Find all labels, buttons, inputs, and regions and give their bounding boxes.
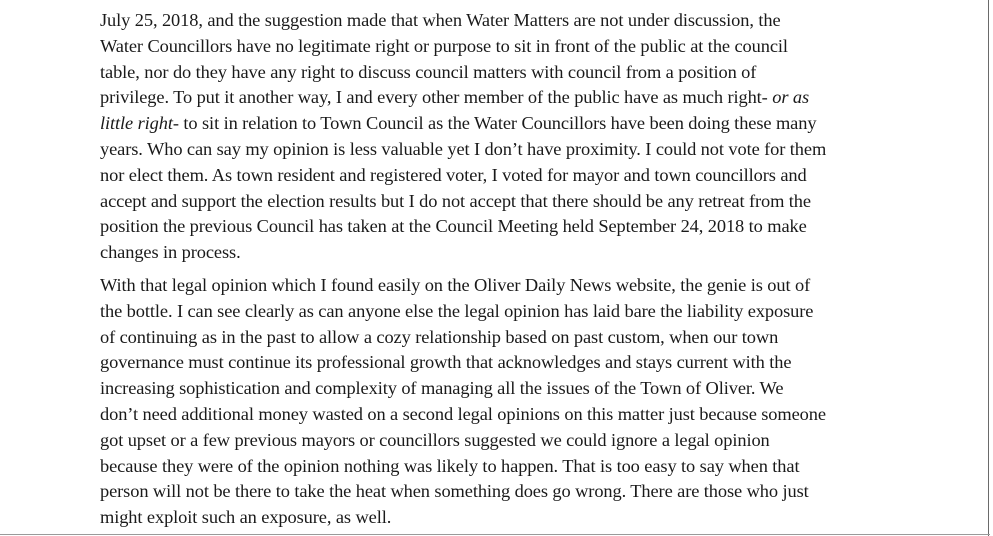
paragraph-1-line-2: Water Councillors have no legitimate right or purpose to sit in front of the public at the council xyxy=(100,35,788,56)
paragraph-1-line-8: accept and support the election results but I do not accept that there should be any retreat from the xyxy=(100,190,811,211)
paragraph-2-line-10: might exploit such an exposure, as well. xyxy=(100,507,392,528)
document-body xyxy=(100,8,900,531)
paragraph-1-line-7: nor elect them. As town resident and registered voter, I voted for mayor and town councillors and xyxy=(100,164,807,185)
paragraph-2-line-9: person will not be there to take the heat when something does go wrong. There are those who just xyxy=(100,481,809,502)
paragraph-2-line-7: got upset or a few previous mayors or councillors suggested we could ignore a legal opinion xyxy=(100,429,770,450)
paragraph-1-line-3: table, nor do they have any right to discuss council matters with council from a position of xyxy=(100,61,757,82)
paragraph-2-line-2: the bottle. I can see clearly as can anyone else the legal opinion has laid bare the liability exposure xyxy=(100,300,814,321)
paragraph-2-line-4: governance must continue its professional growth that acknowledges and stays current with the xyxy=(100,352,792,373)
paragraph-2-line-5: increasing sophistication and complexity of managing all the issues of the Town of Oliver. We xyxy=(100,378,784,399)
paragraph-1-line-4-text: privilege. To put it another way, I and every other member of the public have as much right- xyxy=(100,87,773,108)
paragraph-2-line-1: With that legal opinion which I found easily on the Oliver Daily News website, the genie is out of xyxy=(100,274,811,295)
paragraph-2-line-6: don’t need additional money wasted on a second legal opinions on this matter just because someone xyxy=(100,403,826,424)
paragraph-1-line-9: position the previous Council has taken at the Council Meeting held September 24, 2018 to make xyxy=(100,216,807,237)
paragraph-1-line-4-italic: or as xyxy=(772,87,810,108)
paragraph-1-line-5-italic: little right xyxy=(100,113,173,134)
page-edge-right xyxy=(988,0,989,536)
paragraph-2-line-3: of continuing as in the past to allow a cozy relationship based on past custom, when our town xyxy=(100,326,779,347)
page-edge-bottom xyxy=(0,534,990,535)
paragraph-1-line-5-text: - to sit in relation to Town Council as the Water Councillors have been doing these many xyxy=(172,113,817,134)
paragraph-2-line-8: because they were of the opinion nothing was likely to happen. That is too easy to say when that xyxy=(100,455,800,476)
paragraph-1-line-10: changes in process. xyxy=(100,242,241,263)
paragraph-1-line-5 xyxy=(100,111,900,137)
paragraph-spacer xyxy=(100,266,900,273)
paragraph-1-line-4 xyxy=(100,85,900,111)
paragraph-1-line-6: years. Who can say my opinion is less valuable yet I don’t have proximity. I could not vote for them xyxy=(100,138,827,159)
paragraph-1-line-1: July 25, 2018, and the suggestion made that when Water Matters are not under discussion, the xyxy=(100,10,781,30)
